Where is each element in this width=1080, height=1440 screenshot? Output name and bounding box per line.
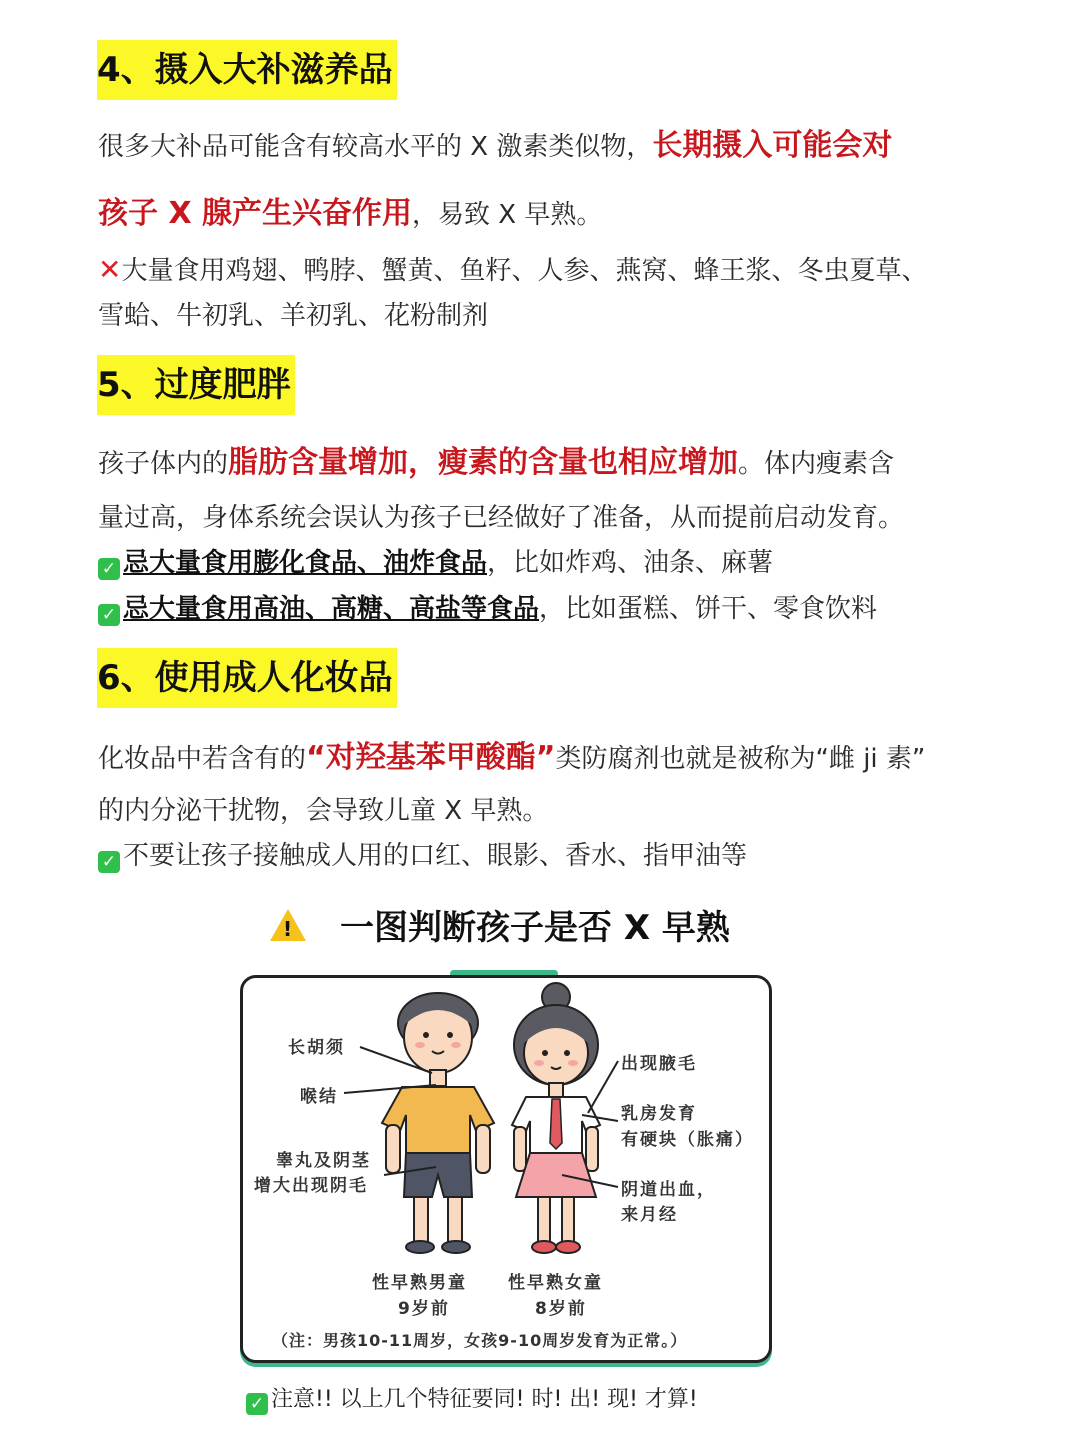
figure-title bbox=[270, 900, 790, 949]
figure-note: （注：男孩10-11周岁，女孩9-10周岁发育为正常。） bbox=[272, 1331, 688, 1350]
label-breast-1: 乳房发育 bbox=[621, 1104, 697, 1124]
section-6-tip bbox=[98, 835, 747, 873]
check-icon: ✓ bbox=[98, 558, 120, 580]
cross-icon: ✕ bbox=[98, 253, 122, 286]
section-5-paragraph-line-1 bbox=[98, 437, 894, 481]
highlight-text: “对羟基苯甲酸酯” bbox=[306, 740, 556, 775]
footer-text: 注意!! 以上几个特征要同! 时! 出! 现! 才算! bbox=[271, 1387, 698, 1412]
section-4-paragraph-line-2 bbox=[98, 188, 602, 232]
boy-age: 9岁前 bbox=[398, 1299, 450, 1319]
section-4-avoid-line-2: 雪蛤、牛初乳、羊初乳、花粉制剂 bbox=[98, 301, 489, 331]
text: 。体内瘦素含 bbox=[738, 449, 895, 479]
footer-note bbox=[246, 1382, 698, 1415]
warning-icon: ! bbox=[270, 909, 306, 941]
text: 不要让孩子接触成人用的口红、眼影、香水、指甲油等 bbox=[123, 841, 748, 871]
check-icon: ✓ bbox=[98, 851, 120, 873]
section-4-avoid-line-1 bbox=[98, 250, 927, 287]
label-adams-apple: 喉结 bbox=[300, 1087, 338, 1107]
section-6-paragraph-line-1 bbox=[98, 732, 925, 776]
label-genital-2: 增大出现阴毛 bbox=[254, 1176, 368, 1196]
section-4-heading: 4、摄入大补滋养品 bbox=[97, 40, 397, 100]
text: ，比如蛋糕、饼干、零食饮料 bbox=[539, 594, 878, 624]
tip-emphasis: 忌大量食用膨化食品、油炸食品 bbox=[123, 548, 488, 578]
section-5-tip-2 bbox=[98, 588, 877, 626]
section-4-paragraph-line-1 bbox=[98, 120, 892, 164]
check-icon: ✓ bbox=[246, 1393, 268, 1415]
label-genital-1: 睾丸及阴茎 bbox=[276, 1151, 371, 1171]
highlight-text: 脂肪含量增加，瘦素的含量也相应增加 bbox=[228, 445, 739, 480]
section-6-heading: 6、使用成人化妆品 bbox=[97, 648, 397, 708]
boy-figure bbox=[382, 993, 494, 1253]
section-5-tip-1 bbox=[98, 542, 773, 580]
section-6-paragraph-line-2: 的内分泌干扰物，会导致儿童 X 早熟。 bbox=[98, 796, 549, 826]
highlight-text: 孩子 X 腺产生兴奋作用 bbox=[98, 196, 413, 231]
highlight-text: 长期摄入可能会对 bbox=[652, 128, 893, 163]
text: 很多大补品可能含有较高水平的 X 激素类似物， bbox=[98, 132, 653, 162]
girl-caption: 性早熟女童 bbox=[508, 1273, 603, 1293]
check-icon: ✓ bbox=[98, 604, 120, 626]
girl-figure bbox=[512, 983, 600, 1253]
text: ，易致 X 早熟。 bbox=[412, 200, 603, 230]
text: 大量食用鸡翅、鸭脖、蟹黄、鱼籽、人参、燕窝、蜂王浆、冬虫夏草、 bbox=[121, 256, 928, 286]
text: 类防腐剂也就是被称为“雌 ji 素” bbox=[555, 744, 926, 774]
section-5-heading: 5、过度肥胖 bbox=[97, 355, 295, 415]
label-menses-2: 来月经 bbox=[621, 1205, 678, 1225]
label-breast-2: 有硬块（胀痛） bbox=[621, 1130, 754, 1150]
tip-emphasis: 忌大量食用高油、高糖、高盐等食品 bbox=[123, 594, 540, 624]
label-beard: 长胡须 bbox=[288, 1038, 345, 1058]
figure-title-text: 一图判断孩子是否 X 早熟 bbox=[340, 908, 730, 948]
boy-caption: 性早熟男童 bbox=[372, 1273, 467, 1293]
label-menses-1: 阴道出血， bbox=[621, 1180, 716, 1200]
text: ，比如炸鸡、油条、麻薯 bbox=[487, 548, 774, 578]
label-underarm-hair: 出现腋毛 bbox=[621, 1054, 697, 1074]
text: 孩子体内的 bbox=[98, 449, 229, 479]
section-5-paragraph-line-2: 量过高，身体系统会误认为孩子已经做好了准备，从而提前启动发育。 bbox=[98, 503, 905, 533]
girl-age: 8岁前 bbox=[535, 1299, 587, 1319]
text: 化妆品中若含有的 bbox=[98, 744, 307, 774]
